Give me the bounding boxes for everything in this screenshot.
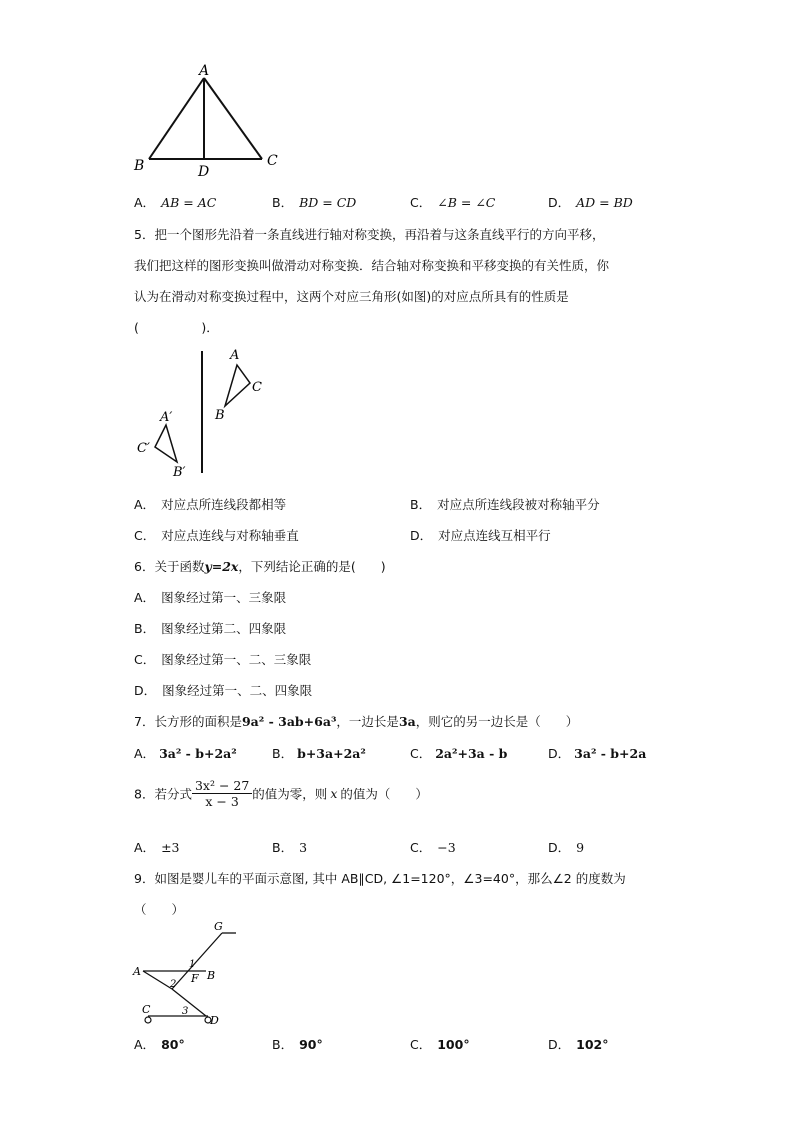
q5-option-d: D． 对应点连线互相平行 bbox=[410, 528, 551, 543]
q6-option-d: D． 图象经过第一、二、四象限 bbox=[134, 683, 313, 698]
q7-option-a: A． 3a² - b+2a² bbox=[134, 746, 237, 761]
q9-option-d: D． 102° bbox=[548, 1037, 609, 1052]
q9-stem-line1: 9．如图是婴儿车的平面示意图, 其中 AB∥CD, ∠1=120°，∠3=40°，那么∠2 的度数为 bbox=[134, 871, 626, 886]
q4-option-c: C． ∠B = ∠C bbox=[410, 195, 496, 210]
q8-option-b: B． 3 bbox=[272, 840, 308, 855]
label-g: G bbox=[214, 920, 223, 933]
angle-1: 1 bbox=[189, 959, 196, 970]
label-a: A bbox=[199, 63, 210, 79]
angle-2: 2 bbox=[170, 979, 177, 990]
label-a-prime: A′ bbox=[160, 410, 173, 425]
q5-stem-line1: 5．把一个图形先沿着一条直线进行轴对称变换，再沿着与这条直线平行的方向平移， bbox=[134, 227, 605, 242]
q9-option-c: C． 100° bbox=[410, 1037, 470, 1052]
q8-stem: 8．若分式 $\frac{\text{3x² − 27}}{x - 3}$ 的值为零，则 x 的值为（ ） bbox=[134, 778, 428, 809]
q4-option-a: A． AB = AC bbox=[134, 195, 217, 210]
q9-option-b: B． 90° bbox=[272, 1037, 323, 1052]
q5-option-b: B． 对应点所连线段被对称轴平分 bbox=[410, 497, 600, 512]
label-a: A bbox=[230, 348, 240, 363]
triangle-abc-figure bbox=[128, 62, 288, 182]
q4-option-d: D． AD = BD bbox=[548, 195, 633, 210]
q7-stem: 7．长方形的面积是9a² - 3ab+6a³，一边长是3a，则它的另一边长是（ ） bbox=[134, 714, 579, 729]
label-d: D bbox=[210, 1014, 219, 1027]
q8-option-c: C． −3 bbox=[410, 840, 456, 855]
label-c: C bbox=[142, 1003, 151, 1016]
angle-3: 3 bbox=[182, 1006, 189, 1017]
label-f: F bbox=[191, 972, 199, 985]
q8-option-a: A． ±3 bbox=[134, 840, 180, 855]
q5-option-a: A． 对应点所连线段都相等 bbox=[134, 497, 287, 512]
q6-option-a: A． 图象经过第一、三象限 bbox=[134, 590, 287, 605]
side-ac bbox=[204, 78, 262, 159]
q5-option-c: C． 对应点连线与对称轴垂直 bbox=[134, 528, 299, 543]
q5-stem-line2: 我们把这样的图形变换叫做滑动对称变换．结合轴对称变换和平移变换的有关性质，你 bbox=[134, 258, 610, 273]
q8-option-d: D． 9 bbox=[548, 840, 585, 855]
q9-stem-line2: （ ） bbox=[134, 902, 185, 917]
wheel-left bbox=[145, 1017, 151, 1023]
q9-option-a: A． 80° bbox=[134, 1037, 185, 1052]
triangle-abc bbox=[225, 365, 250, 406]
q7-option-c: C． 2a²+3a - b bbox=[410, 746, 508, 761]
label-b: B bbox=[134, 158, 145, 174]
q4-option-b: B． BD = CD bbox=[272, 195, 357, 210]
q6-option-c: C． 图象经过第一、二、三象限 bbox=[134, 652, 312, 667]
q6-stem: 6．关于函数y=2x，下列结论正确的是( ) bbox=[134, 559, 386, 574]
label-b-prime: B′ bbox=[173, 465, 186, 480]
label-d: D bbox=[198, 164, 210, 180]
line-a-strut bbox=[143, 971, 172, 989]
label-a: A bbox=[133, 965, 141, 978]
triangle-a2b2c2 bbox=[155, 425, 177, 462]
q5-stem-line4: ( )． bbox=[134, 320, 219, 335]
label-b: B bbox=[215, 408, 225, 423]
label-c: C bbox=[252, 380, 262, 395]
fraction: $\frac{\text{3x² − 27}}{x - 3}$ bbox=[192, 778, 252, 809]
glide-reflection-figure bbox=[130, 345, 280, 480]
label-c-prime: C′ bbox=[137, 441, 150, 456]
q5-stem-line3: 认为在滑动对称变换过程中，这两个对应三角形(如图)的对应点所具有的性质是 bbox=[134, 289, 569, 304]
stroller-figure bbox=[130, 920, 240, 1030]
label-c: C bbox=[267, 153, 278, 169]
label-b: B bbox=[207, 969, 216, 982]
q7-option-d: D． 3a² - b+2a bbox=[548, 746, 647, 761]
q7-option-b: B． b+3a+2a² bbox=[272, 746, 366, 761]
line-f-d bbox=[172, 989, 206, 1016]
side-ab bbox=[149, 78, 204, 159]
q6-option-b: B． 图象经过第二、四象限 bbox=[134, 621, 287, 636]
